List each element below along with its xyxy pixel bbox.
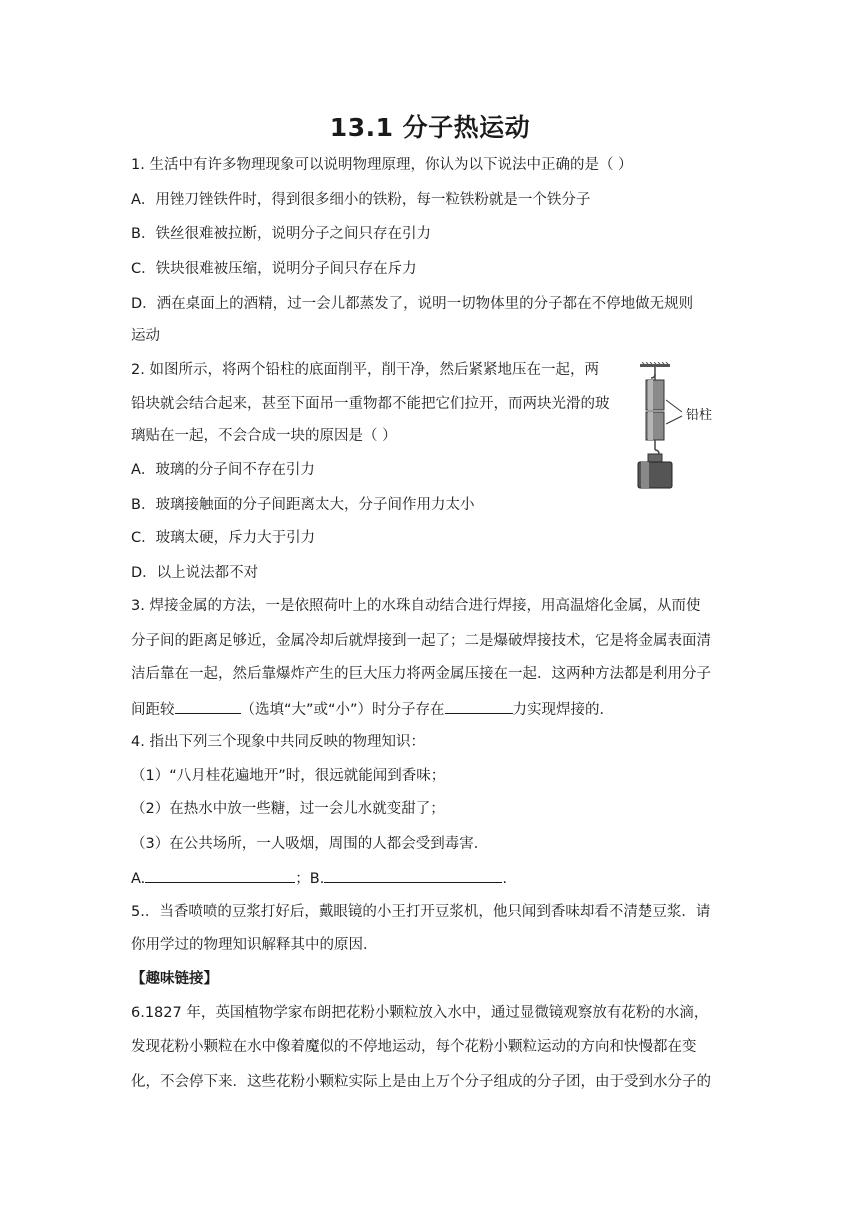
q1-option-d-line1: D．洒在桌面上的酒精，过一会儿都蒸发了，说明一切物体里的分子都在不停地做无规则 <box>131 296 694 312</box>
q2-option-d: D．以上说法都不对 <box>131 565 259 581</box>
q6-line1: 6.1827 年，英国植物学家布朗把花粉小颗粒放入水中，通过显微镜观察放有花粉的水滴， <box>131 1005 709 1021</box>
q3-line4 <box>131 697 614 721</box>
q4-blank-a[interactable] <box>145 866 295 883</box>
q3-line1: 3. 焊接金属的方法，一是依照荷叶上的水珠自动结合进行焊接，用高温熔化金属，从而使 <box>131 598 701 614</box>
q2-option-a: A．玻璃的分子间不存在引力 <box>131 462 315 478</box>
q1-option-d-line2: 运动 <box>131 328 160 344</box>
q2-stem-line3: 璃贴在一起，不会合成一块的原因是（ ） <box>131 428 397 444</box>
q4-item-1: （1）“八月桂花遍地开”时，很远就能闻到香味； <box>131 768 446 784</box>
q1-option-c: C．铁块很难被压缩，说明分子间只存在斥力 <box>131 261 417 277</box>
section-heading: 【趣味链接】 <box>131 971 218 987</box>
q1-stem: 1. 生活中有许多物理现象可以说明物理原理，你认为以下说法中正确的是（ ） <box>131 157 633 173</box>
q5-line2: 你用学过的物理知识解释其中的原因． <box>131 937 378 953</box>
q3-line4-part1: 间距较 <box>131 702 175 718</box>
q3-line3: 洁后靠在一起，然后靠爆炸产生的巨大压力将两金属压接在一起．这两种方法都是利用分子 <box>131 666 711 682</box>
q3-line4-part3: 力实现焊接的． <box>512 702 615 718</box>
q3-blank-1[interactable] <box>175 697 241 714</box>
q1-option-b: B．铁丝很难被拉断，说明分子之间只存在引力 <box>131 226 431 242</box>
q2-option-b: B．玻璃接触面的分子间距离太大，分子间作用力太小 <box>131 497 475 513</box>
q4-blank-b[interactable] <box>324 866 502 883</box>
q2-stem-line1: 2. 如图所示，将两个铅柱的底面削平，削干净，然后紧紧地压在一起，两 <box>131 362 599 378</box>
q2-option-c: C．玻璃太硬，斥力大于引力 <box>131 530 316 546</box>
q4-answer-line <box>131 866 507 890</box>
q4-answer-a-label: A. <box>131 871 146 887</box>
q4-item-2: （2）在热水中放一些糖，过一会儿水就变甜了； <box>131 801 445 817</box>
q2-stem-line2: 铅块就会结合起来，甚至下面吊一重物都不能把它们拉开，而两块光滑的玻 <box>131 396 610 412</box>
q1-option-a: A．用锉刀锉铁件时，得到很多细小的铁粉，每一粒铁粉就是一个铁分子 <box>131 192 591 208</box>
q4-answer-end: . <box>502 871 507 887</box>
q4-stem: 4. 指出下列三个现象中共同反映的物理知识： <box>131 734 425 750</box>
q5-line1: 5.．当香喷喷的豆浆打好后，戴眼镜的小王打开豆浆机，他只闻到香味却看不清楚豆浆．请 <box>131 904 711 920</box>
figure-label: 铅柱 <box>686 408 713 423</box>
q3-line2: 分子间的距离足够近，金属冷却后就焊接到一起了；二是爆破焊接技术，它是将金属表面清 <box>131 633 711 649</box>
page-title: 13.1 分子热运动 <box>329 113 531 142</box>
q3-line4-part2: （选填“大”或“小”）时分子存在 <box>240 702 445 718</box>
q6-line2: 发现花粉小颗粒在水中像着魔似的不停地运动，每个花粉小颗粒运动的方向和快慢都在变 <box>131 1039 697 1055</box>
q3-blank-2[interactable] <box>445 697 513 714</box>
q6-line3: 化，不会停下来．这些花粉小颗粒实际上是由上万个分子组成的分子团，由于受到水分子的 <box>131 1074 711 1090</box>
q4-item-3: （3）在公共场所，一人吸烟，周围的人都会受到毒害． <box>131 836 489 852</box>
lead-cylinder-figure <box>630 362 730 490</box>
q4-answer-b-label: ；B. <box>295 871 325 887</box>
